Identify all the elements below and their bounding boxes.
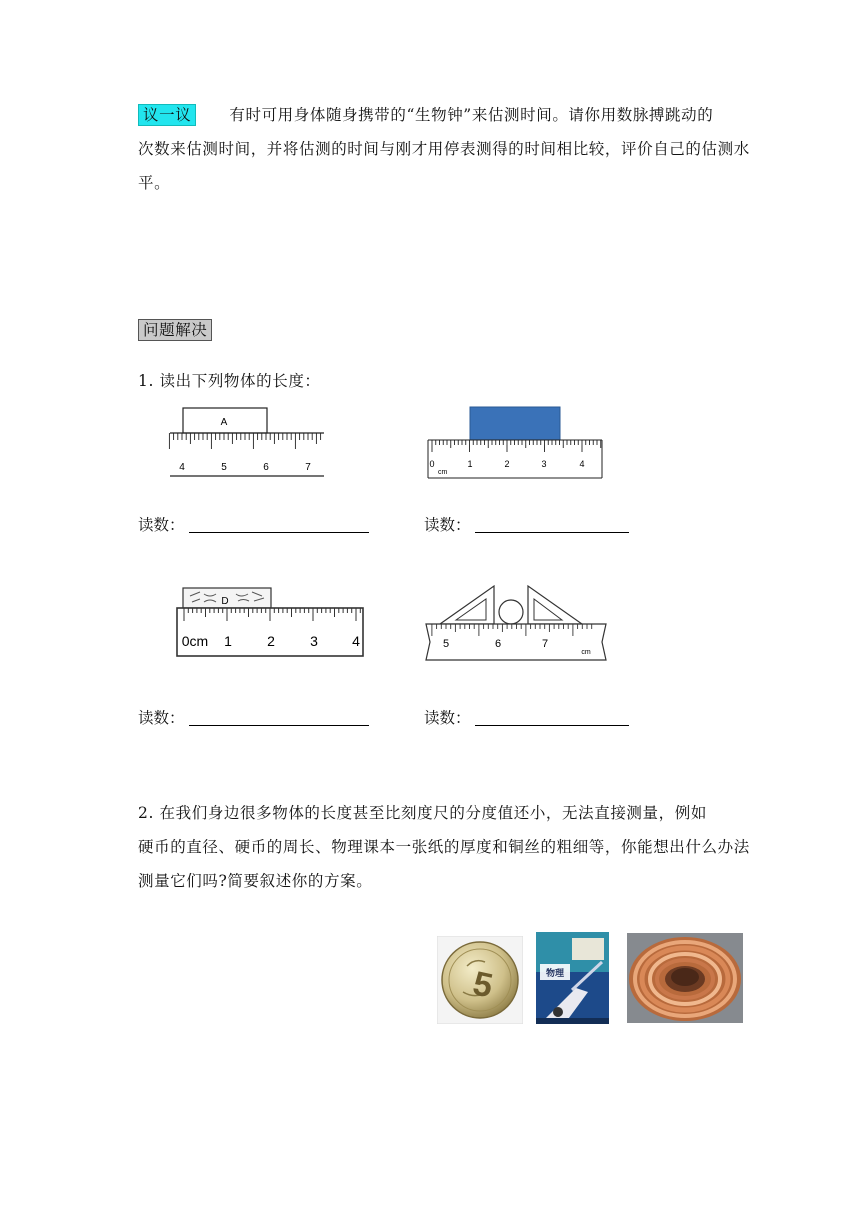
reading-blank-3[interactable]: [189, 709, 369, 726]
object-d-label: D: [221, 596, 229, 607]
reading-row-2-right: [424, 706, 629, 728]
physics-book-photo: [536, 932, 609, 1024]
q2-paragraph: [138, 796, 778, 898]
ruler-body: [426, 624, 606, 660]
problem-section-tag: 问题解决: [138, 319, 212, 341]
fig3-tick-label-2: 2: [267, 633, 275, 649]
fig2-tick-label-2: 2: [504, 459, 510, 469]
q2-line-3: 测量它们吗?简要叙述你的方案。: [138, 872, 373, 890]
discuss-line-3: 平。: [138, 174, 171, 192]
fig3-tick-label-1: 1: [224, 633, 232, 649]
discuss-line-1: [138, 98, 778, 132]
fig4-tick-label-5: 5: [442, 638, 450, 650]
ruler-figure-d: [174, 584, 368, 660]
discuss-text-1: 有时可用身体随身携带的“生物钟”来估测时间。请你用数脉搏跳动的: [229, 106, 714, 124]
problem-section-heading: [138, 313, 212, 347]
discuss-line-2: 次数来估测时间，并将估测的时间与刚才用停表测得的时间相比较，评价自己的估测水: [138, 140, 750, 158]
fig2-tick-label-3: 3: [541, 459, 547, 469]
fig3-tick-label-0: 0cm: [181, 633, 209, 649]
fig3-tick-label-4: 4: [352, 633, 360, 649]
reading-row-2-left: [138, 706, 369, 728]
fig4-tick-label-6: 6: [494, 638, 502, 650]
object-a-label: A: [220, 417, 228, 428]
q2-line-2: 硬币的直径、硬币的周长、物理课本一张纸的厚度和铜丝的粗细等，你能想出什么办法: [138, 838, 750, 856]
reading-label: 读数：: [424, 709, 471, 727]
fig2-unit-label: cm: [438, 469, 448, 476]
fig2-tick-label-1: 1: [467, 459, 473, 469]
q2-line-1: 2. 在我们身边很多物体的长度甚至比刻度尺的分度值还小，无法直接测量，例如: [138, 804, 707, 822]
fig2-tick-label-0: 0: [429, 459, 435, 469]
fig1-tick-label-6: 6: [263, 462, 269, 473]
copper-wire-coil-photo: [627, 933, 743, 1023]
coin-digit: 5: [469, 964, 496, 1006]
fig2-tick-label-4: 4: [579, 459, 585, 469]
ruler-figure-triangles: [424, 584, 610, 664]
reading-blank-4[interactable]: [475, 709, 629, 726]
discuss-tag: 议一议: [138, 104, 196, 126]
coin-photo: [437, 936, 523, 1024]
fig1-tick-label-5: 5: [221, 462, 227, 473]
reading-label: 读数：: [424, 516, 471, 534]
discuss-paragraph: [138, 98, 778, 200]
fig4-unit-label: cm: [581, 649, 591, 656]
q1-prompt: 1. 读出下列物体的长度：: [138, 372, 321, 390]
reading-label: 读数：: [138, 516, 185, 534]
blue-block: [470, 407, 560, 440]
book-title: 物理: [545, 968, 565, 978]
reading-blank-2[interactable]: [475, 516, 629, 533]
ruler-figure-a: [168, 406, 330, 478]
fig4-tick-label-7: 7: [541, 638, 549, 650]
right-set-square: [528, 586, 582, 624]
reading-blank-1[interactable]: [189, 516, 369, 533]
round-object: [499, 600, 523, 624]
ruler-figure-blue-block: [426, 406, 606, 480]
fig3-tick-label-3: 3: [310, 633, 318, 649]
fig1-tick-label-7: 7: [305, 462, 311, 473]
reading-row-1-left: [138, 513, 369, 535]
fig1-tick-label-4: 4: [179, 462, 185, 473]
reading-label: 读数：: [138, 709, 185, 727]
reading-row-1-right: [424, 513, 629, 535]
